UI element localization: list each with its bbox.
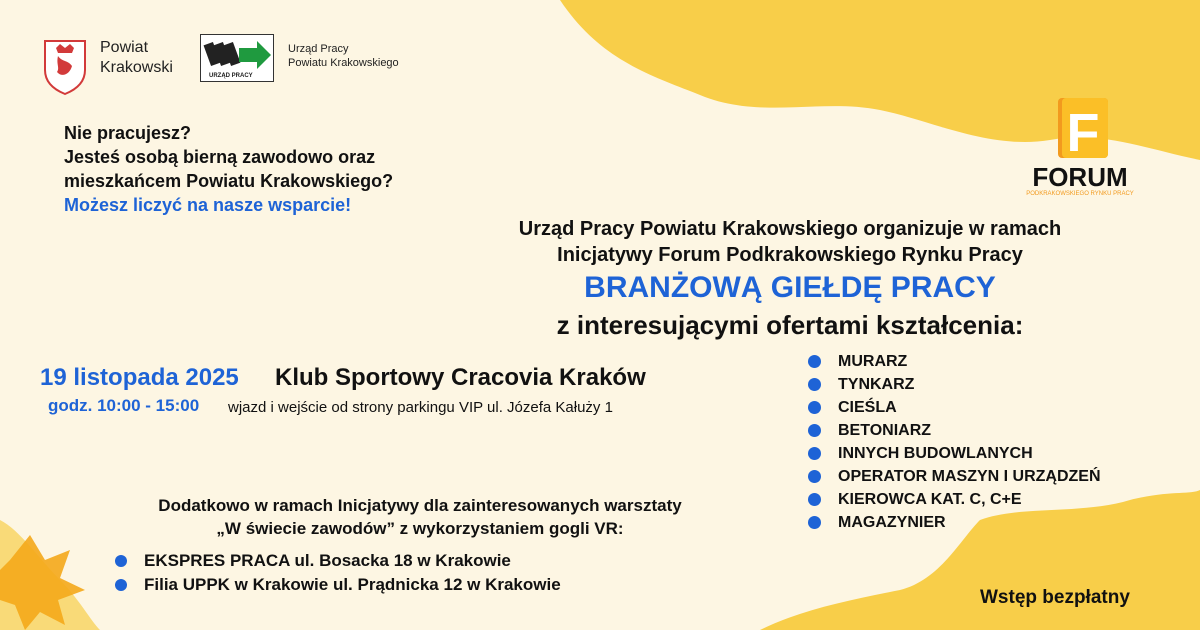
list-item	[808, 488, 1101, 511]
list-item	[808, 511, 1101, 534]
event-title: BRANŻOWĄ GIEŁDĘ PRACY	[584, 271, 996, 304]
urzad-pracy-logo-text	[288, 42, 399, 70]
list-item	[808, 419, 1101, 442]
organizer-line1: Urząd Pracy Powiatu Krakowskiego organizuje w ramach	[518, 218, 1062, 240]
bullet-icon	[808, 493, 821, 506]
forum-f-icon	[1020, 96, 1140, 196]
bullet-icon	[808, 516, 821, 529]
trade-label: MURARZ	[838, 352, 908, 370]
list-item	[808, 442, 1101, 465]
powiat-logo-line2: Krakowski	[100, 59, 173, 76]
trade-label: CIEŚLA	[838, 398, 897, 416]
trade-label: OPERATOR MASZYN I URZĄDZEŃ	[838, 467, 1101, 485]
list-item	[808, 396, 1101, 419]
intro-support-line: Możesz liczyć na nasze wsparcie!	[64, 195, 352, 215]
list-item	[808, 465, 1101, 488]
arrow-icon	[201, 35, 273, 81]
trade-label: KIEROWCA KAT. C, C+E	[838, 490, 1022, 508]
workshops-info	[110, 494, 730, 540]
organizer-line2: Inicjatywy Forum Podkrakowskiego Rynku Pracy	[557, 244, 1023, 266]
event-venue: Klub Sportowy Cracovia Kraków	[275, 364, 646, 391]
powiat-logo-line1: Powiat	[100, 39, 149, 56]
urzad-pracy-logo	[200, 34, 274, 82]
list-item	[808, 350, 1101, 373]
bullet-icon	[808, 447, 821, 460]
event-hours: godz. 10:00 - 15:00	[48, 396, 200, 415]
list-item	[808, 373, 1101, 396]
event-subtitle: z interesującymi ofertami kształcenia:	[556, 310, 1024, 340]
coat-of-arms-icon	[42, 38, 88, 96]
bullet-icon	[808, 470, 821, 483]
workshops-line2: „W świecie zawodów” z wykorzystaniem gogli VR:	[216, 519, 624, 538]
bullet-icon	[115, 579, 127, 591]
intro-line3: mieszkańcem Powiatu Krakowskiego?	[64, 171, 394, 191]
trades-list	[808, 350, 1101, 534]
intro-text	[64, 121, 393, 217]
workshop-locations	[115, 549, 561, 597]
trade-label: INNYCH BUDOWLANYCH	[838, 444, 1033, 462]
location-label: Filia UPPK w Krakowie ul. Prądnicka 12 w Krakowie	[144, 575, 561, 594]
event-date: 19 listopada 2025	[40, 364, 239, 391]
list-item	[115, 573, 561, 597]
trade-label: MAGAZYNIER	[838, 513, 946, 531]
urzad-logo-line2: Powiatu Krakowskiego	[288, 57, 399, 69]
bullet-icon	[808, 355, 821, 368]
forum-tagline: PODKRAKOWSKIEGO RYNKU PRACY	[1026, 191, 1134, 196]
list-item	[115, 549, 561, 573]
urzad-logo-line1: Urząd Pracy	[288, 43, 349, 55]
location-label: EKSPRES PRACA ul. Bosacka 18 w Krakowie	[144, 551, 511, 570]
trade-label: TYNKARZ	[838, 375, 915, 393]
bullet-icon	[808, 424, 821, 437]
free-entry-label: Wstęp bezpłatny	[980, 587, 1130, 608]
forum-letter: F	[1066, 103, 1100, 163]
intro-line1: Nie pracujesz?	[64, 123, 192, 143]
organizer-text	[460, 216, 1120, 268]
workshops-line1: Dodatkowo w ramach Inicjatywy dla zainteresowanych warsztaty	[158, 496, 682, 515]
intro-line2: Jesteś osobą bierną zawodowo oraz	[64, 147, 376, 167]
trade-label: BETONIARZ	[838, 421, 932, 439]
powiat-logo-text	[100, 38, 173, 78]
bullet-icon	[808, 378, 821, 391]
forum-name: FORUM	[1032, 162, 1128, 192]
bullet-icon	[115, 555, 127, 567]
event-entry-info: wjazd i wejście od strony parkingu VIP ul. Józefa Kałuży 1	[228, 399, 613, 416]
bullet-icon	[808, 401, 821, 414]
forum-logo	[1020, 96, 1140, 196]
urzad-pracy-badge: URZĄD PRACY	[209, 73, 253, 79]
